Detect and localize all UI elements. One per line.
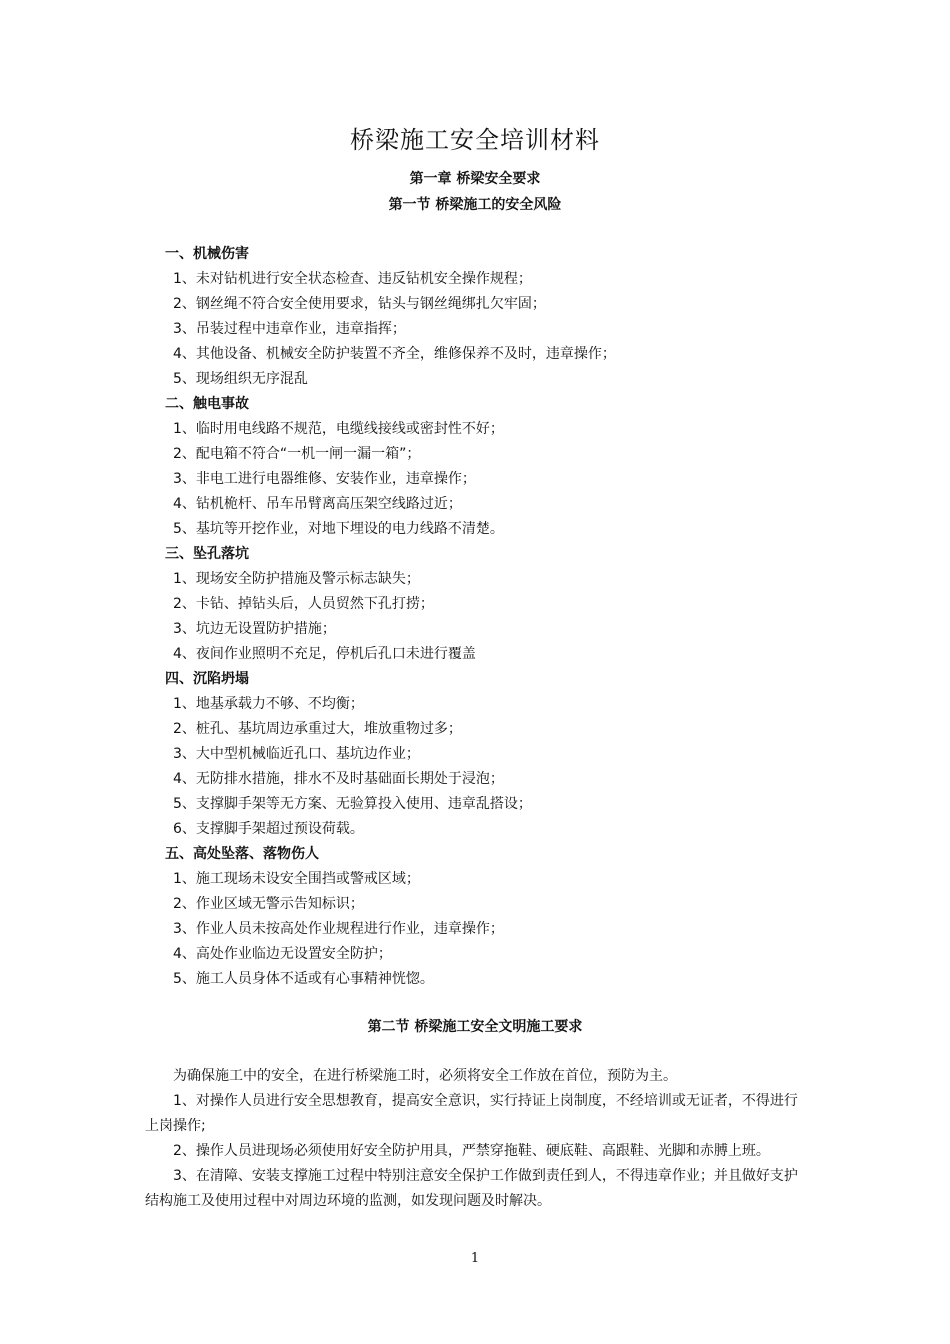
requirement-paragraph: 1、对操作人员进行安全思想教育，提高安全意识，实行持证上岗制度，不经培训或无证者，不得进行上岗操作;: [145, 1093, 798, 1134]
risk-item: 6、支撑脚手架超过预设荷载。: [173, 821, 364, 837]
risk-item: 1、施工现场未设安全围挡或警戒区域；: [173, 871, 420, 887]
risk-list: [165, 242, 865, 992]
risk-item: 2、卡钻、掉钻头后，人员贸然下孔打捞；: [173, 596, 434, 612]
risk-item: 1、未对钻机进行安全状态检查、违反钻机安全操作规程；: [173, 271, 532, 287]
risk-item: 3、大中型机械临近孔口、基坑边作业；: [173, 746, 420, 762]
risk-category-heading: 三、坠孔落坑: [165, 546, 249, 562]
section-1-heading: 第一节 桥梁施工的安全风险: [388, 197, 562, 213]
risk-category-heading: 二、触电事故: [165, 396, 249, 412]
section-2-heading: 第二节 桥梁施工安全文明施工要求: [367, 1019, 583, 1035]
page-number: 1: [470, 1251, 480, 1266]
risk-item: 5、支撑脚手架等无方案、无验算投入使用、违章乱搭设；: [173, 796, 532, 812]
requirements-body: [145, 1064, 810, 1214]
risk-item: 1、现场安全防护措施及警示标志缺失；: [173, 571, 420, 587]
risk-category-heading: 一、机械伤害: [165, 246, 249, 262]
risk-item: 3、坑边无设置防护措施；: [173, 621, 336, 637]
risk-category-heading: 五、高处坠落、落物伤人: [165, 846, 319, 862]
risk-item: 3、作业人员未按高处作业规程进行作业，违章操作；: [173, 921, 504, 937]
risk-item: 2、配电箱不符合“一机一闸一漏一箱”；: [173, 446, 421, 462]
risk-item: 2、钢丝绳不符合安全使用要求，钻头与钢丝绳绑扎欠牢固；: [173, 296, 546, 312]
chapter-heading: 第一章 桥梁安全要求: [409, 171, 541, 187]
risk-item: 4、钻机桅杆、吊车吊臂离高压架空线路过近；: [173, 496, 462, 512]
risk-item: 2、作业区域无警示告知标识；: [173, 896, 364, 912]
requirement-paragraph: 为确保施工中的安全，在进行桥梁施工时，必须将安全工作放在首位，预防为主。: [173, 1068, 677, 1084]
risk-category-heading: 四、沉陷坍塌: [165, 671, 249, 687]
requirement-paragraph: 3、在清障、安装支撑施工过程中特别注意安全保护工作做到责任到人，不得违章作业；并且做好支护结构施工及使用过程中对周边环境的监测，如发现问题及时解决。: [145, 1168, 798, 1209]
risk-item: 3、吊装过程中违章作业，违章指挥；: [173, 321, 406, 337]
risk-item: 1、临时用电线路不规范，电缆线接线或密封性不好；: [173, 421, 504, 437]
risk-item: 1、地基承载力不够、不均衡；: [173, 696, 364, 712]
risk-item: 4、夜间作业照明不充足，停机后孔口未进行覆盖: [173, 646, 476, 662]
requirement-paragraph: 2、操作人员进现场必须使用好安全防护用具，严禁穿拖鞋、硬底鞋、高跟鞋、光脚和赤膊上班。: [173, 1143, 770, 1159]
risk-item: 4、高处作业临边无设置安全防护；: [173, 946, 392, 962]
document-title: 桥梁施工安全培训材料: [350, 126, 600, 154]
risk-item: 2、桩孔、基坑周边承重过大，堆放重物过多；: [173, 721, 462, 737]
risk-item: 3、非电工进行电器维修、安装作业，违章操作；: [173, 471, 476, 487]
risk-item: 5、现场组织无序混乱: [173, 371, 308, 387]
risk-item: 4、其他设备、机械安全防护装置不齐全，维修保养不及时，违章操作；: [173, 346, 616, 362]
risk-item: 4、无防排水措施，排水不及时基础面长期处于浸泡；: [173, 771, 504, 787]
risk-item: 5、施工人员身体不适或有心事精神恍惚。: [173, 971, 434, 987]
risk-item: 5、基坑等开挖作业，对地下埋设的电力线路不清楚。: [173, 521, 504, 537]
